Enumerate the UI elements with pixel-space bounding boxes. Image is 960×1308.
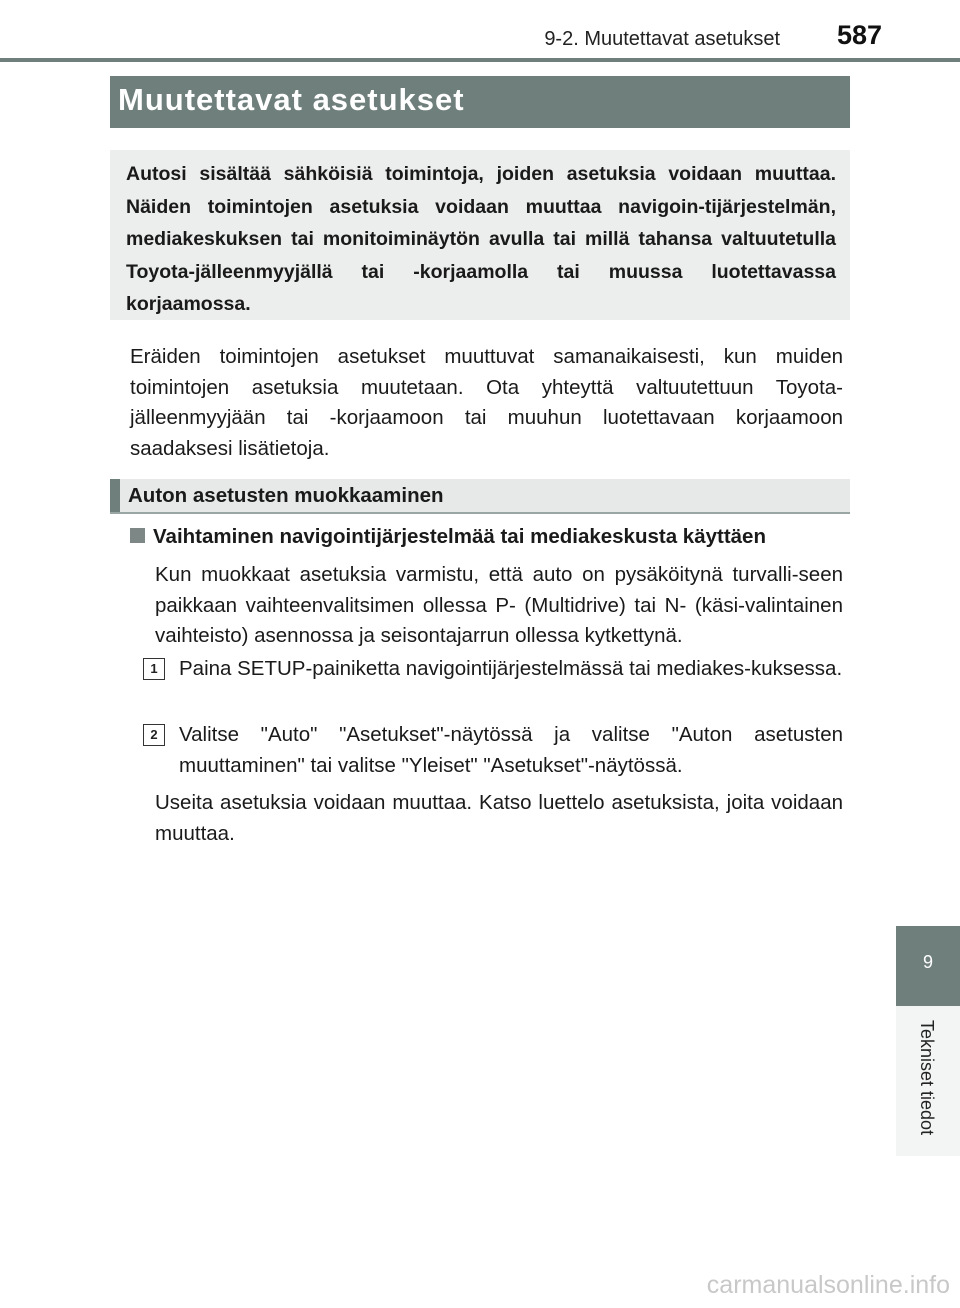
section-accent-bar (110, 479, 120, 514)
chapter-tab (896, 926, 960, 1006)
step-text: Paina SETUP-painiketta navigointijärjestelmässä tai mediakes-kuksessa. (179, 657, 843, 680)
section-rule (110, 512, 850, 514)
square-bullet-icon (130, 528, 145, 543)
step-number-badge: 1 (143, 658, 165, 680)
subheading-text: Vaihtaminen navigointijärjestelmää tai mediakeskusta käyttäen (153, 525, 766, 548)
step-number-badge: 2 (143, 724, 165, 746)
page-number: 587 (836, 20, 882, 50)
header-rule (0, 58, 960, 62)
chapter-label: Tekniset tiedot (917, 1020, 937, 1136)
final-paragraph: Useita asetuksia voidaan muuttaa. Katso luettelo asetuksista, joita voidaan muuttaa. (155, 791, 843, 845)
page-header (0, 0, 960, 58)
section-heading (110, 479, 850, 514)
intro-text: Autosi sisältää sähköisiä toimintoja, joiden asetuksia voidaan muuttaa. Näiden toimintojen asetuksia voidaan muuttaa navigoin-tijärjestelmän, mediakeskuksen tai monitoiminäytön avulla tai millä tahansa valtuutetulla Toyota-jälleenmyyjällä tai -korjaamolla tai muussa luotettavassa korjaamossa. (126, 163, 836, 315)
step-text: Valitse "Auto" "Asetukset"-näytössä ja valitse "Auton asetusten muuttaminen" tai valitse "Yleiset" "Asetukset"-näytössä. (179, 723, 843, 777)
section-paragraph: Kun muokkaat asetuksia varmistu, että auto on pysäköitynä turvalli-seen paikkaan vaihteenvalitsimen ollessa P- (Multidrive) tai N- (käsi-valintainen vaihteisto) asennossa ja seisontajarrun ollessa kytkettynä. (155, 563, 843, 647)
body-paragraph: Eräiden toimintojen asetukset muuttuvat samanaikaisesti, kun muiden toimintojen asetuksia muutetaan. Ota yhteyttä valtuutettuun Toyota-jälleenmyyjään tai -korjaamoon tai muuhun luotettavaan korjaamoon saadaksesi lisätietoja. (130, 345, 843, 460)
watermark: carmanualsonline.info (706, 1271, 950, 1299)
intro-box (110, 150, 850, 320)
chapter-number: 9 (922, 952, 933, 972)
title-bar (110, 76, 850, 128)
page-title: Muutettavat asetukset (118, 82, 465, 117)
header-section-title: 9-2. Muutettavat asetukset (544, 28, 780, 50)
section-heading-text: Auton asetusten muokkaaminen (128, 484, 444, 507)
chapter-label-tab (896, 1006, 960, 1156)
subheading (130, 522, 850, 552)
